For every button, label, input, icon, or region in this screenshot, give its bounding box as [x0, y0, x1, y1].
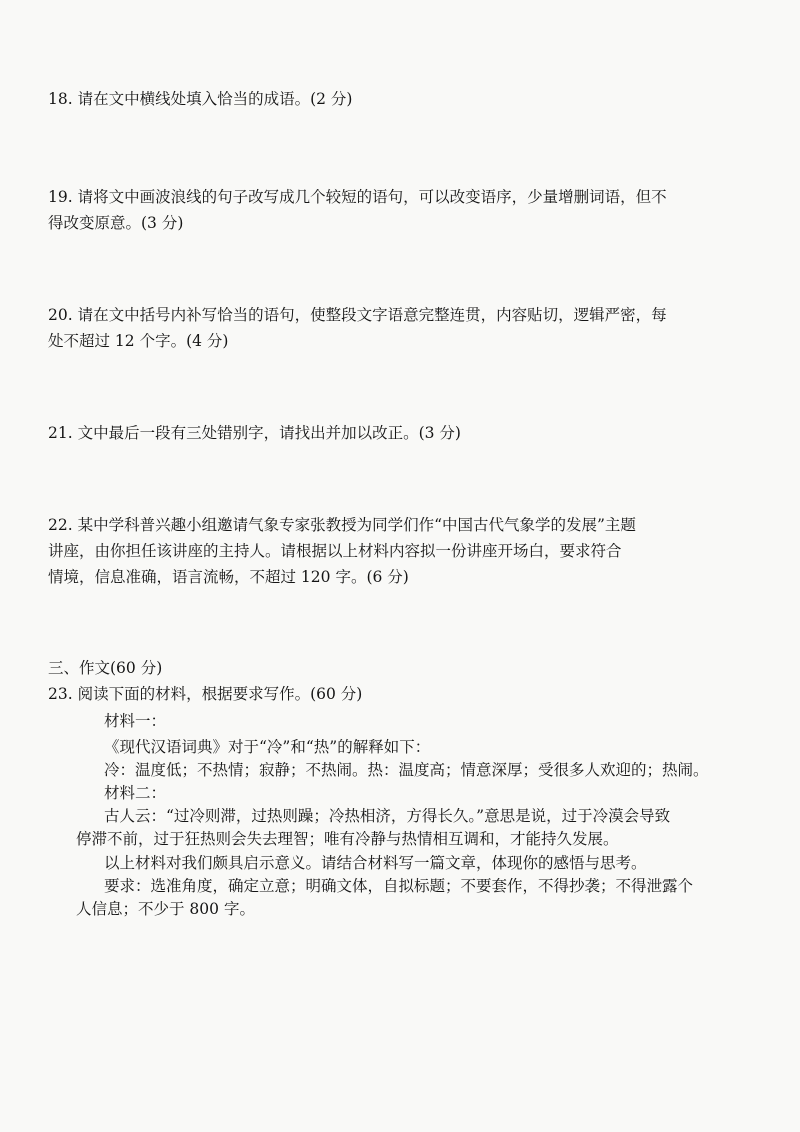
question-21 [48, 420, 461, 446]
section-heading: 三、作文(60 分) [48, 659, 163, 677]
question-text: 21. 文中最后一段有三处错别字，请找出并加以改正。(3 分) [48, 424, 461, 442]
writing-requirements-cont: 人信息；不少于 800 字。 [76, 900, 255, 918]
question-18 [48, 86, 352, 112]
material-1-definitions: 冷：温度低；不热情；寂静；不热闹。热：温度高；情意深厚；受很多人欢迎的；热闹。 [104, 761, 709, 779]
question-text: 情境，信息准确，语言流畅，不超过 120 字。(6 分) [48, 568, 409, 586]
question-text: 22. 某中学科普兴趣小组邀请气象专家张教授为同学们作“中国古代气象学的发展”主题 [48, 516, 636, 534]
question-22 [48, 512, 636, 590]
writing-prompt: 以上材料对我们颇具启示意义。请结合材料写一篇文章，体现你的感悟与思考。 [104, 854, 647, 872]
question-text: 20. 请在文中括号内补写恰当的语句，使整段文字语意完整连贯，内容贴切，逻辑严密，每 [48, 306, 667, 324]
question-text: 处不超过 12 个字。(4 分) [48, 332, 229, 350]
material-2-label: 材料二： [104, 784, 167, 802]
question-text: 得改变原意。(3 分) [48, 214, 184, 232]
question-23: 23. 阅读下面的材料，根据要求写作。(60 分) [48, 685, 363, 703]
writing-requirements: 要求：选准角度，确定立意；明确文体，自拟标题；不要套作，不得抄袭；不得泄露个 [104, 877, 694, 895]
question-20 [48, 302, 667, 354]
material-2-text: 古人云：“过冷则滞，过热则躁；冷热相济，方得长久。”意思是说，过于冷漠会导致 [104, 807, 671, 825]
material-2-text-cont: 停滞不前，过于狂热则会失去理智；唯有冷静与热情相互调和，才能持久发展。 [76, 830, 619, 848]
question-19 [48, 184, 667, 236]
question-text: 19. 请将文中画波浪线的句子改写成几个较短的语句，可以改变语序，少量增删词语，但不 [48, 188, 667, 206]
question-text: 18. 请在文中横线处填入恰当的成语。(2 分) [48, 90, 353, 108]
material-1-text: 《现代汉语词典》对于“冷”和“热”的解释如下： [104, 738, 431, 756]
question-text: 讲座，由你担任该讲座的主持人。请根据以上材料内容拟一份讲座开场白，要求符合 [48, 542, 622, 560]
material-1-label: 材料一： [104, 712, 167, 730]
